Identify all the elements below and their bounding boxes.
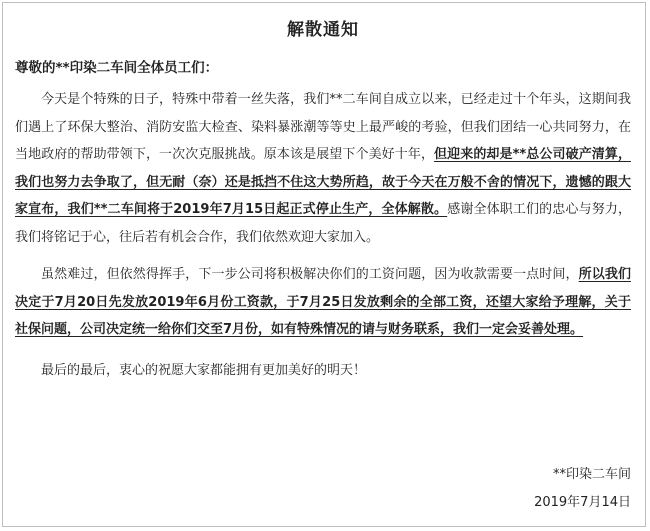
- paragraph-dissolution: [15, 86, 631, 251]
- signature-date: 2019年7月14日: [534, 495, 631, 510]
- paragraph-1-tail: 感谢全体职工们的忠心与努力，我们将铭记于心，往后若有机会合作，我们依然欢迎大家加入。: [15, 202, 631, 245]
- signature-organization: **印染二车间: [552, 467, 631, 482]
- paragraph-1-lead: 今天是个特殊的日子，特殊中带着一丝失落，我们**二车间自成立以来，已经走过十个年头，这期间我们遇上了环保大整治、消防安监大检查、染料暴涨潮等等史上最严峻的考验，但我们团结一心共同努力，在当地政府的帮助带领下，一次次克服挑战。原本该是展望下个美好十年，: [15, 92, 631, 162]
- paragraph-2-emphasis: 所以我们决定于7月20日先发放2019年6月份工资款，于7月25日发放剩余的全部工资，还望大家给予理解，关于社保问题，公司决定统一给你们交至7月份，如有特殊情况的请与财务联系，我们一定会妥善处理。: [15, 267, 631, 337]
- notice-title: 解散通知: [287, 20, 359, 40]
- notice-document: [2, 2, 646, 527]
- paragraph-closing: 最后的最后，衷心的祝愿大家都能拥有更加美好的明天！: [41, 362, 367, 378]
- paragraph-2-lead: 虽然难过，但依然得挥手，下一步公司将积极解决你们的工资问题，因为收款需要一点时间，: [41, 267, 579, 282]
- paragraph-1-emphasis: 但迎来的却是**总公司破产清算，我们也努力去争取了，但无耐（奈）还是抵挡不住这大势所趋，故于今天在万般不舍的情况下，遗憾的跟大家宣布，我们**二车间将于2019年7月15日起正式停止生产，全体解散。: [15, 147, 631, 217]
- paragraph-wages: [15, 261, 631, 344]
- salutation: 尊敬的**印染二车间全体员工们：: [15, 60, 219, 76]
